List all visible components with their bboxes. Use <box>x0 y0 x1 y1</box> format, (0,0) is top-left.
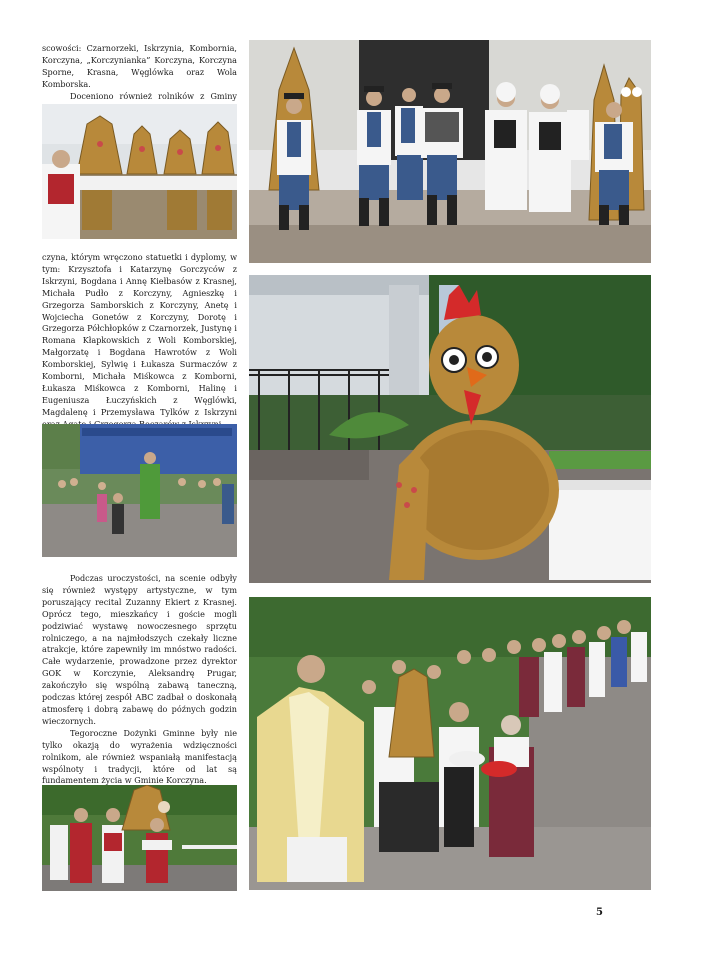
photo-harvest-procession <box>249 597 651 890</box>
photo-straw-rooster <box>249 275 651 583</box>
text-block-celebration <box>42 573 237 787</box>
photo-harvest-wreaths <box>42 104 237 239</box>
photo-folk-women-wreath <box>42 785 237 891</box>
page-number: 5 <box>596 907 603 918</box>
photo-festival-children <box>42 424 237 557</box>
paragraph: scowości: Czarnorzeki, Iskrzynia, Kombornia, Korczyna, „Korczynianka” Korczyna, Korczyna Sporne, Krasna, Węglówka oraz Wola Komborska. <box>42 43 237 89</box>
paragraph: Podczas uroczystości, na scenie odbyły się również występy artystyczne, w tym poruszający recital Zuzanny Ekiert z Krasnej. Oprócz tego, mieszkańcy i goście mogli podziwiać wystawę nowoczesnego sprzętu rolniczego, a na najmłodszych czekały liczne atrakcje, które zapewniły im mnóstwo radości. Całe wydarzenie, prowadzone przez dyrektor GOK w Korczynie, Aleksandrę Prugar, zakończyło się wspólną zabawą taneczną, podczas której zespół ABC zadbał o doskonałą atmosferę i dobrą zabawę do późnych godzin wieczornych. <box>42 573 237 726</box>
paragraph: czyna, którym wręczono statuetki i dyplomy, w tym: Krzysztofa i Katarzynę Gorczyców z Iskrzyni, Bogdana i Annę Kiełbasów z Krasnej, Michała Pudło z Korczyny, Agnieszkę i Grzegorza Samborskich z Korczyny, Anetę i Wojciecha Gonetów z Korczyny, Dorotę i Grzegorza Półchłopków z Czarnorzek, Justynę i Romana Kłapkowskich z Woli Komborskiej, Małgorzatę i Bogdana Hawrotów z Woli Komborskiej, Sylwię i Łukasza Surmaczów z Komborni, Michała Miśkowca z Komborni, Łukasza Miśkowca z Komborni, Halinę i Eugeniusza Łuczyńskich z Węglówki, Magdalenę i Przemysława Tylków z Iskrzyni <box>42 252 237 417</box>
paragraph: Tegoroczne Dożynki Gminne były nie tylko okazją do wyrażenia wdzięczności rolnikom, ale również wspaniałą manifestacją wspólnoty i tradycji, które od lat są fundamentem życia w Gminie Korczyna. <box>42 727 237 786</box>
paragraph: Doceniono również rolników z Gminy <box>70 90 237 101</box>
text-block-farmers <box>42 252 237 431</box>
photo-folk-band-stage <box>249 40 651 263</box>
